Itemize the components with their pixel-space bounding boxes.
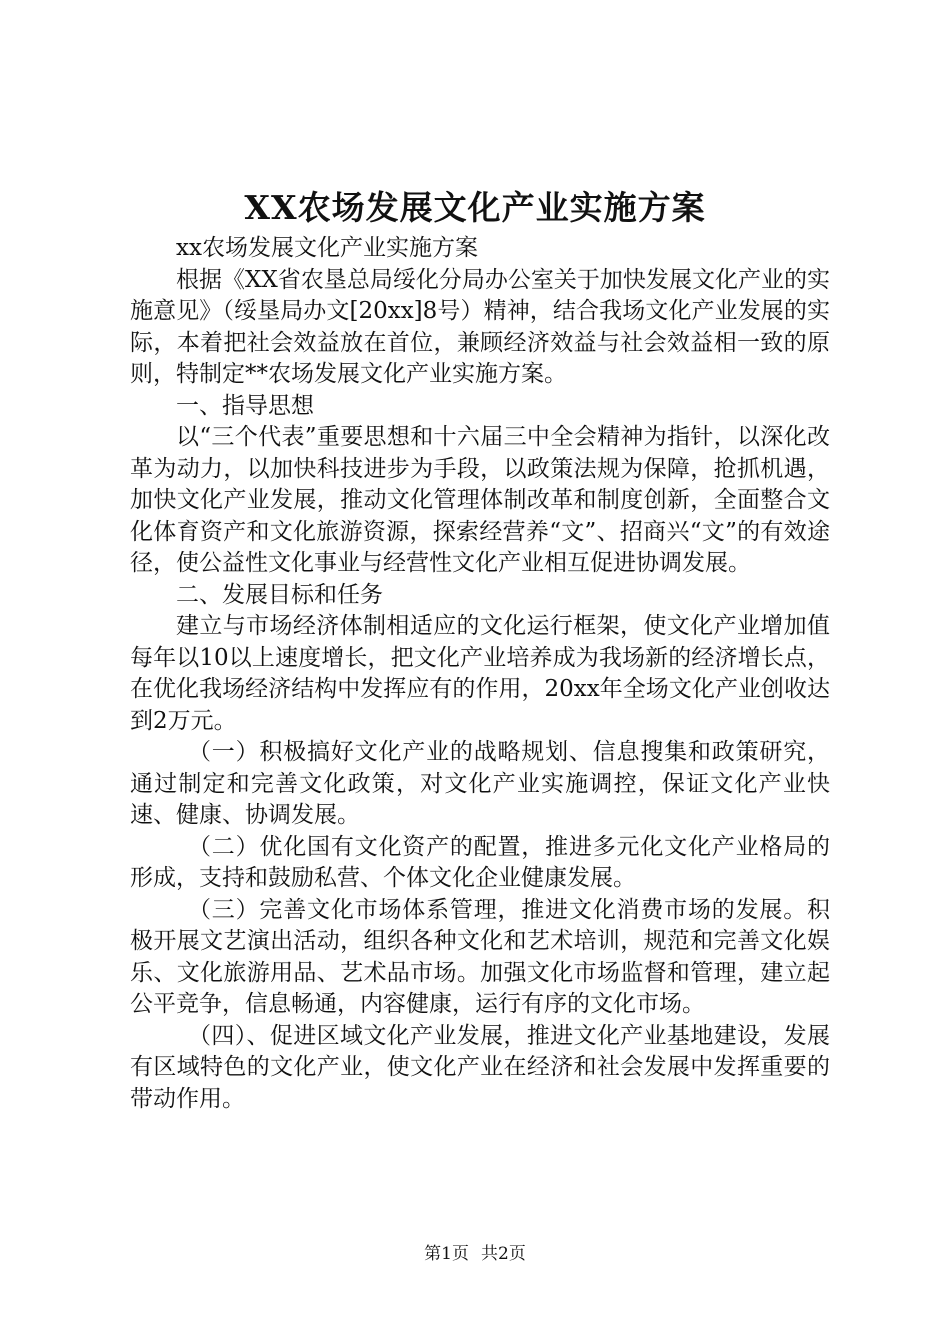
paragraph-task-1: （一）积极搞好文化产业的战略规划、信息搜集和政策研究，通过制定和完善文化政策，对文化产业实施调控，保证文化产业快速、健康、协调发展。 xyxy=(130,739,830,828)
paragraph-task-3: （三）完善文化市场体系管理，推进文化消费市场的发展。积极开展文艺演出活动，组织各种文化和艺术培训，规范和完善文化娱乐、文化旅游用品、艺术品市场。加强文化市场监督和管理，建立起公平竞争，信息畅通，内容健康，运行有序的文化市场。 xyxy=(130,896,830,1017)
page-number: 第1页 xyxy=(424,1244,469,1264)
paragraph-subtitle: xx农场发展文化产业实施方案 xyxy=(176,235,478,261)
section-heading-goals: 二、发展目标和任务 xyxy=(176,581,383,608)
document-body xyxy=(130,233,830,1115)
paragraph-task-2: （二）优化国有文化资产的配置，推进多元化文化产业格局的形成，支持和鼓励私营、个体文化企业健康发展。 xyxy=(130,833,830,891)
section-heading-guiding-thought: 一、指导思想 xyxy=(176,392,314,419)
page-total: 共2页 xyxy=(481,1244,526,1264)
paragraph-goals: 建立与市场经济体制相适应的文化运行框架，使文化产业增加值每年以10以上速度增长，把文化产业培养成为我场新的经济增长点，在优化我场经济结构中发挥应有的作用，20xx年全场文化产业创收达到2万元。 xyxy=(130,613,830,734)
paragraph-guiding-thought: 以“三个代表”重要思想和十六届三中全会精神为指针，以深化改革为动力，以加快科技进步为手段，以政策法规为保障，抢抓机遇，加快文化产业发展，推动文化管理体制改革和制度创新，全面整合文化体育资产和文化旅游资源，探索经营养“文”、招商兴“文”的有效途径，使公益性文化事业与经营性文化产业相互促进协调发展。 xyxy=(130,424,830,576)
paragraph-task-4: （四）、促进区域文化产业发展，推进文化产业基地建设，发展有区域特色的文化产业，使文化产业在经济和社会发展中发挥重要的带动作用。 xyxy=(130,1022,830,1112)
document-title: XX农场发展文化产业实施方案 xyxy=(244,188,706,227)
page-footer xyxy=(0,1242,950,1266)
paragraph-intro: 根据《XX省农垦总局绥化分局办公室关于加快发展文化产业的实施意见》（绥垦局办文[20xx]8号）精神，结合我场文化产业发展的实际，本着把社会效益放在首位，兼顾经济效益与社会效益相一致的原则，特制定**农场发展文化产业实施方案。 xyxy=(130,266,830,387)
